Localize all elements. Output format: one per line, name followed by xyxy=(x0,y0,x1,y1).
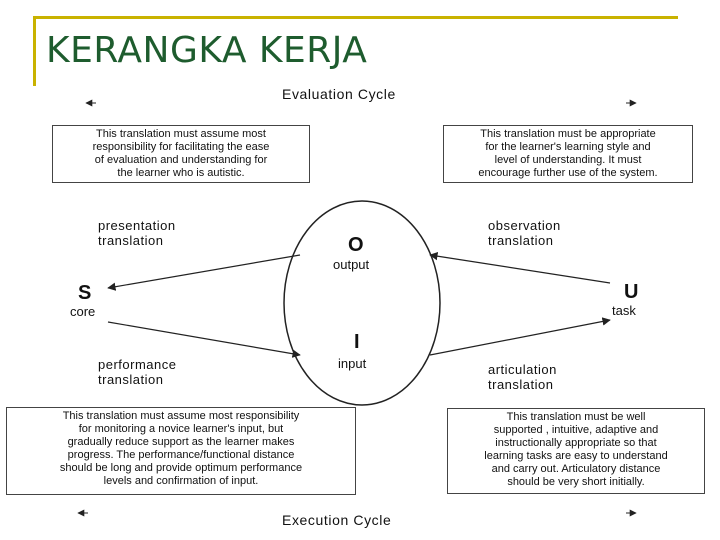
label-line: presentation xyxy=(98,218,176,233)
observation-translation-label xyxy=(488,218,561,248)
label-line: translation xyxy=(488,377,554,392)
box-line: should be long and provide optimum performance xyxy=(59,462,303,474)
box-line: for monitoring a novice learner's input, but xyxy=(78,423,284,435)
arrow-s-to-i xyxy=(108,322,300,355)
node-o-word: output xyxy=(333,257,370,272)
label-line: translation xyxy=(488,233,554,248)
box-line: level of understanding. It must xyxy=(494,154,642,166)
execution-cycle-title: Execution Cycle xyxy=(282,512,392,528)
box-line: learning tasks are easy to understand xyxy=(484,450,668,462)
articulation-translation-label xyxy=(488,362,557,392)
box-line: the learner who is autistic. xyxy=(117,167,245,179)
node-s-letter: S xyxy=(78,282,92,304)
box-observation-note xyxy=(443,125,693,183)
central-ellipse xyxy=(284,201,440,405)
arrow-i-to-u xyxy=(430,320,610,355)
evaluation-cycle-title: Evaluation Cycle xyxy=(282,86,396,102)
box-line: progress. The performance/functional distance xyxy=(67,449,295,461)
box-line: instructionally appropriate so that xyxy=(495,437,657,449)
performance-translation-label xyxy=(98,357,176,387)
box-performance-note xyxy=(6,407,356,495)
label-line: translation xyxy=(98,233,164,248)
label-line: performance xyxy=(98,357,177,372)
arrow-o-to-s xyxy=(108,255,300,288)
box-line: for the learner's learning style and xyxy=(485,141,651,153)
node-u-word: task xyxy=(612,303,636,318)
box-line: This translation must be well xyxy=(506,411,646,423)
arrow-u-to-o xyxy=(430,255,610,283)
node-i-word: input xyxy=(338,356,367,371)
box-line: This translation must assume most responsibility xyxy=(62,410,300,422)
box-line: should be very short initially. xyxy=(507,476,645,488)
box-line: This translation must assume most xyxy=(96,128,266,140)
presentation-translation-label xyxy=(98,218,176,248)
box-line: supported , intuitive, adaptive and xyxy=(493,424,659,436)
slide-title: KERANGKA KERJA xyxy=(46,30,368,71)
box-line: and carry out. Articulatory distance xyxy=(491,463,661,475)
box-line: gradually reduce support as the learner makes xyxy=(67,436,295,448)
box-line: levels and confirmation of input. xyxy=(103,475,259,487)
node-u-letter: U xyxy=(624,281,639,303)
label-line: articulation xyxy=(488,362,557,377)
label-line: observation xyxy=(488,218,561,233)
box-line: of evaluation and understanding for xyxy=(94,154,268,166)
label-line: translation xyxy=(98,372,164,387)
box-articulation-note xyxy=(447,408,705,494)
box-line: encourage further use of the system. xyxy=(478,167,658,179)
box-line: This translation must be appropriate xyxy=(480,128,656,140)
box-line: responsibility for facilitating the ease xyxy=(92,141,270,153)
box-presentation-note xyxy=(52,125,310,183)
node-o-letter: O xyxy=(348,234,364,256)
node-i-letter: I xyxy=(354,331,360,353)
node-s-word: core xyxy=(70,304,96,319)
